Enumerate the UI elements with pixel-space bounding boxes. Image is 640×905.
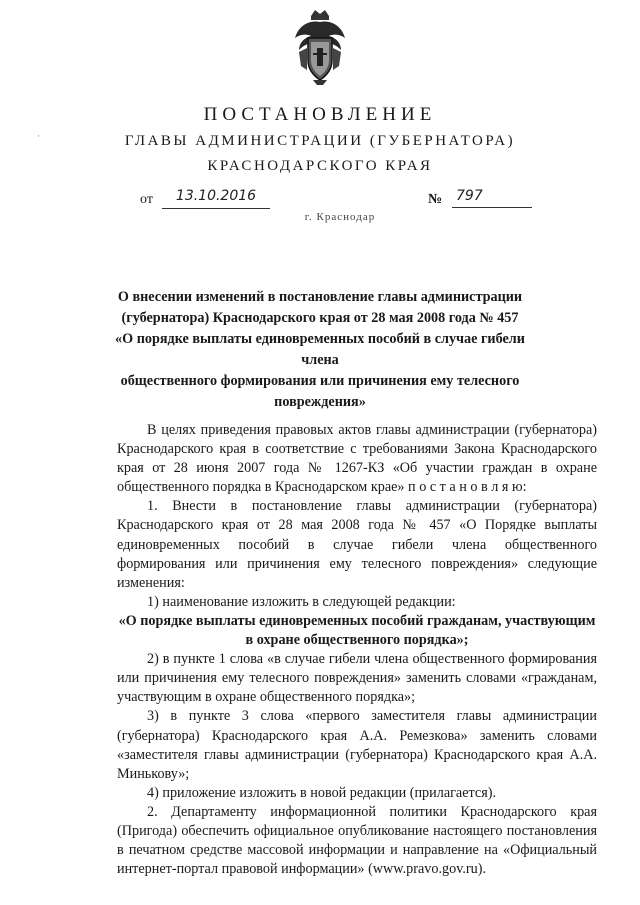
margin-mark: · <box>37 131 40 141</box>
date-value: 13.10.2016 <box>162 188 270 209</box>
number-label: № <box>428 192 443 207</box>
title-line: повреждения» <box>274 394 366 410</box>
coat-of-arms-icon <box>293 8 347 86</box>
doc-type-heading: ПОСТАНОВЛЕНИЕ <box>203 104 437 125</box>
title-line: «О порядке выплаты единовременных пособий в случае гибели члена <box>115 331 525 368</box>
document-title <box>100 287 540 413</box>
subclause-1: 1) наименование изложить в следующей редакции: <box>147 593 456 610</box>
date-label: от <box>140 192 153 207</box>
subclause-2: 2) в пункте 1 слова «в случае гибели члена общественного формирования или причинения ему телесного повреждения» заменить словами «гражданам, участвующим в охране общественного порядка»; <box>117 651 597 706</box>
subclause-3: 3) в пункте 3 слова «первого заместителя главы администрации (губернатора) Краснодарского края А.А. Ремезкова» заменить словами «заместителя главы администрации (губернатора) Краснодарского края А.А. Минькову»; <box>117 708 597 782</box>
preamble-paragraph: В целях приведения правовых актов главы администрации (губернатора) Краснодарского края в соответствие с требованиями Закона Краснодарского края от 28 июня 2007 года № 1267-КЗ «Об участии граждан в охране общественного порядка в Краснодарском крае» п о с т а н о в л я ю: <box>117 422 597 496</box>
clause-1: 1. Внести в постановление главы администрации (губернатора) Краснодарского края от 28 мая 2008 года № 457 «О Порядке выплаты единовременных пособий в случае гибели члена общественного формирования или причинения ему телесного повреждения» следующие изменения: <box>117 498 597 591</box>
date-number-row <box>0 188 640 212</box>
city-label: г. Краснодар <box>304 211 376 223</box>
number-value: 797 <box>452 188 532 208</box>
subclause-4: 4) приложение изложить в новой редакции (прилагается). <box>147 784 496 801</box>
new-name-quote: «О порядке выплаты единовременных пособий гражданам, участвующим в охране общественного порядка»; <box>118 612 596 649</box>
region-heading: КРАСНОДАРСКОГО КРАЯ <box>207 158 433 174</box>
clause-2: 2. Департаменту информационной политики Краснодарского края (Пригода) обеспечить официальное опубликование настоящего постановления в печатном средстве массовой информации и направление на «Официальный интернет-портал правовой информации» (www.pravo.gov.ru). <box>117 803 597 878</box>
title-line: общественного формирования или причинения ему телесного <box>120 373 520 389</box>
title-line: (губернатора) Краснодарского края от 28 мая 2008 года № 457 <box>121 310 519 326</box>
title-line: О внесении изменений в постановление главы администрации <box>117 289 523 305</box>
document-body <box>117 421 597 879</box>
issuer-heading: ГЛАВЫ АДМИНИСТРАЦИИ (ГУБЕРНАТОРА) <box>124 133 516 149</box>
